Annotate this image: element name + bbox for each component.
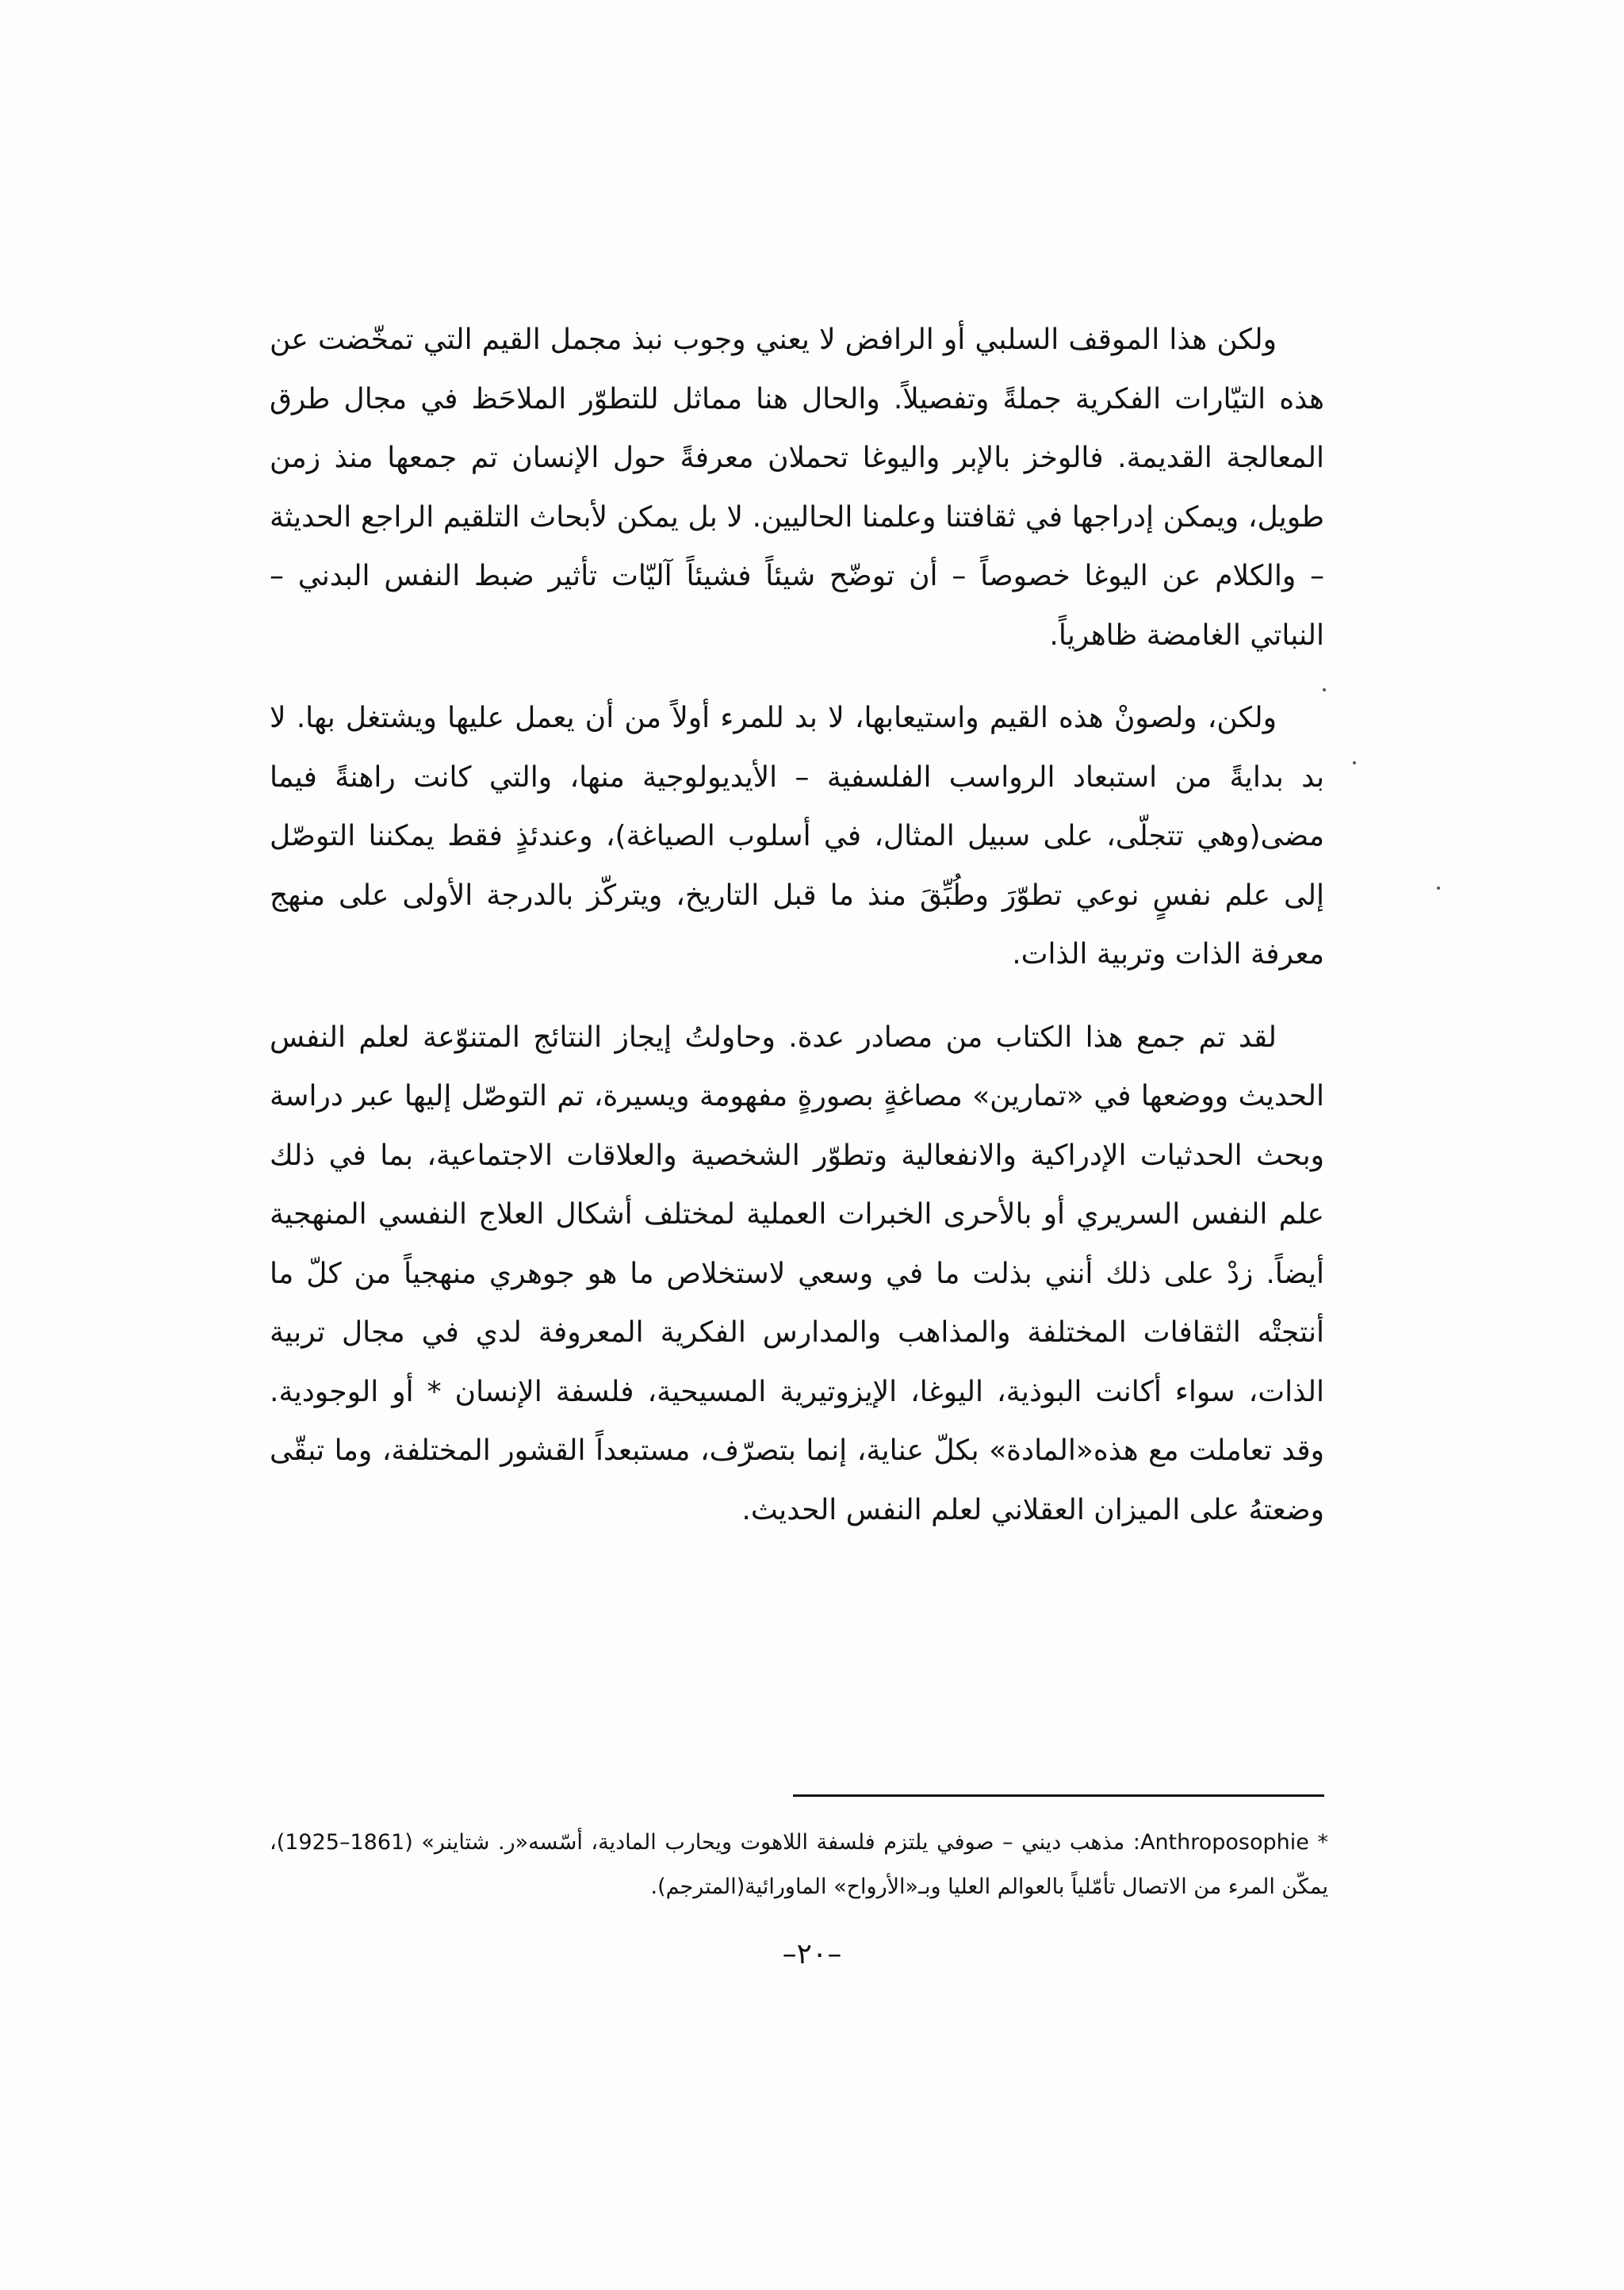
footnote: * Anthroposophie: مذهب ديني – صوفي يلتزم فلسفة اللاهوت ويحارب المادية، أسّسه«ر. شتاينر» (1861–1925)، يمكّن المرء من الاتصال تأمّلياً بالعوالم العليا وبـ«الأرواح» الماورائية(المترجم). (270, 1830, 1328, 1899)
scan-speck (1437, 887, 1440, 890)
scan-speck (1323, 688, 1326, 691)
scan-speck (1353, 761, 1356, 764)
paragraph-2: ولكن، ولصونْ هذه القيم واستيعابها، لا بد للمرء أولاً من أن يعمل عليها ويشتغل بها. لا بد بدايةً من استبعاد الرواسب الفلسفية – الأيديولوجية منها، والتي كانت راهنةً فيما مضى(وهي تتجلّى، على سبيل المثال، في أسلوب الصياغة)، وعندئذٍ فقط يمكننا التوصّل إلى علم نفسٍ نوعي تطوّرَ وطُبِّقَ منذ ما قبل التاريخ، ويتركّز بالدرجة الأولى على منهج معرفة الذات وتربية الذات. (270, 702, 1324, 971)
footnote-divider (793, 1794, 1324, 1797)
paragraph-1: ولكن هذا الموقف السلبي أو الرافض لا يعني وجوب نبذ مجمل القيم التي تمخّضت عن هذه التيّارات الفكرية جملةً وتفصيلاً. والحال هنا مماثل للتطوّر الملاحَظ في مجال طرق المعالجة القديمة. فالوخز بالإبر واليوغا تحملان معرفةً حول الإنسان تم جمعها منذ زمن طويل، ويمكن إدراجها في ثقافتنا وعلمنا الحاليين. لا بل يمكن لأبحاث التلقيم الراجع الحديثة – والكلام عن اليوغا خصوصاً – أن توضّح شيئاً فشيئاً آليّات تأثير ضبط النفس البدني – النباتي الغامضة ظاهرياً. (270, 324, 1324, 652)
page-number: –٢٠– (782, 1938, 842, 1970)
main-text-block (270, 311, 1324, 1564)
paragraph-3: لقد تم جمع هذا الكتاب من مصادر عدة. وحاولتُ إيجاز النتائج المتنوّعة لعلم النفس الحديث ووضعها في «تمارين» مصاغةٍ بصورةٍ مفهومة ويسيرة، تم التوصّل إليها عبر دراسة وبحث الحدثيات الإدراكية والانفعالية وتطوّر الشخصية والعلاقات الاجتماعية، بما في ذلك علم النفس السريري أو بالأحرى الخبرات العملية لمختلف أشكال العلاج النفسي المنهجية أيضاً. زدْ على ذلك أنني بذلت ما في وسعي لاستخلاص ما هو جوهري منهجياً من كلّ ما أنتجتْه الثقافات المختلفة والمذاهب والمدارس الفكرية المعروفة لدي في مجال تربية الذات، سواء أكانت البوذية، اليوغا، الإيزوتيرية المسيحية، فلسفة الإنسان * أو الوجودية. وقد تعاملت مع هذه«المادة» بكلّ عناية، إنما بتصرّف، مستبعداً القشور المختلفة، وما تبقّى وضعتهُ على الميزان العقلاني لعلم النفس الحديث. (270, 1021, 1324, 1526)
